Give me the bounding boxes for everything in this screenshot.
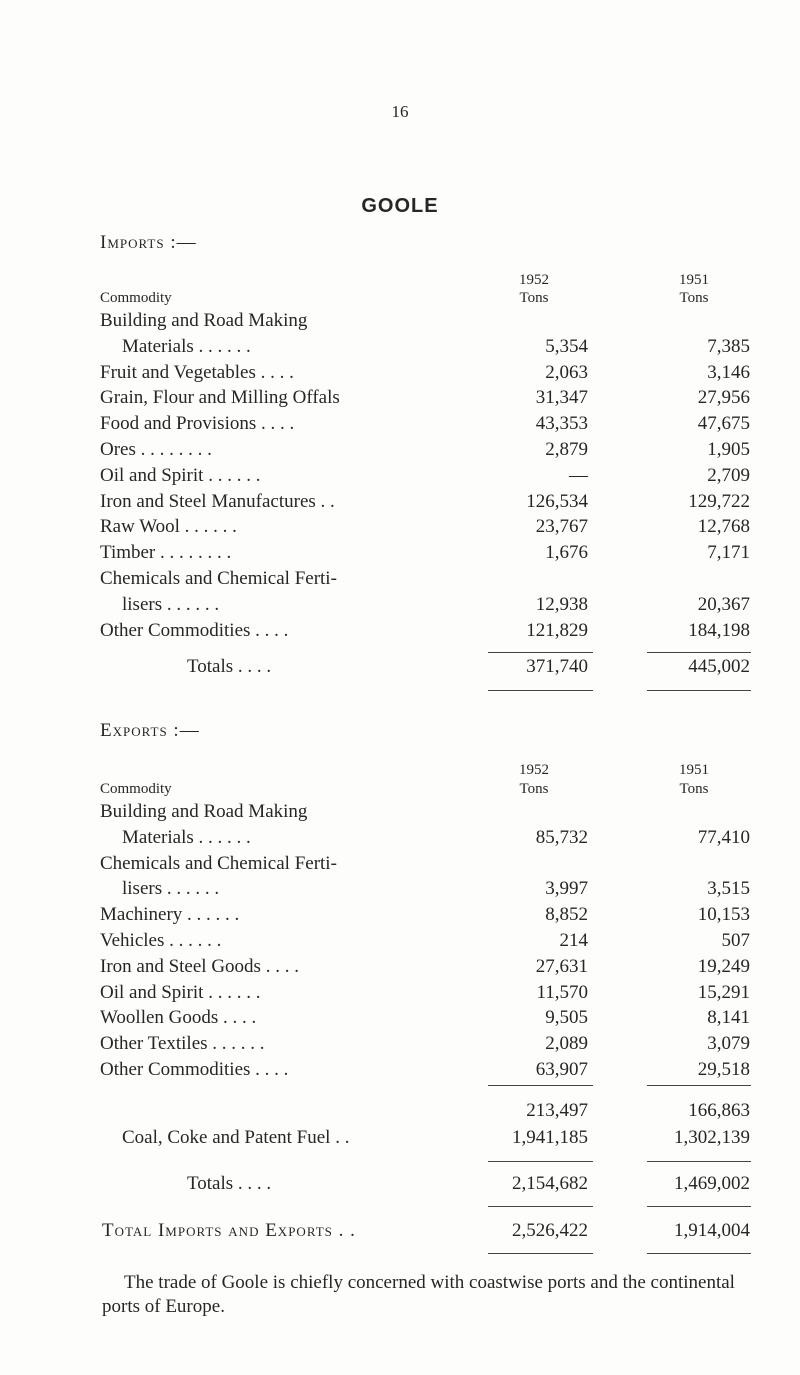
row-value-1951: 77,410 <box>697 826 750 848</box>
row-label: Iron and Steel Manufactures . . <box>100 490 335 512</box>
row-value-1952: 3,997 <box>545 878 588 900</box>
row-label: Food and Provisions . . . . <box>100 413 295 435</box>
grand-total-label: Total Imports and Exports . . <box>102 1220 356 1241</box>
grand-total-rule-1952 <box>488 1253 593 1254</box>
grand-total-row <box>0 1220 800 1246</box>
exports-col-1951-year: 1951 <box>679 762 709 778</box>
row-value-1952: — <box>569 464 588 486</box>
table-row <box>0 516 800 542</box>
table-row <box>0 904 800 930</box>
table-row <box>0 387 800 413</box>
exports-col-1951-unit: Tons <box>679 781 709 797</box>
row-label: lisers . . . . . . <box>122 593 220 615</box>
imports-rule-1951 <box>647 652 751 653</box>
row-value-1952: 2,879 <box>545 439 588 460</box>
table-row <box>0 878 800 904</box>
imports-col-commodity: Commodity <box>100 290 172 306</box>
row-value-1952: 1,676 <box>545 542 588 564</box>
row-value-1952: 12,938 <box>535 593 588 615</box>
row-value-1952: 8,852 <box>545 904 588 926</box>
exports-coal-row <box>0 1127 800 1153</box>
row-value-1952: 43,353 <box>535 413 588 435</box>
footnote-text: The trade of Goole is chiefly concerned with coastwise ports and the continental ports of Europe. <box>102 1272 735 1317</box>
imports-totals-1951: 445,002 <box>688 656 750 677</box>
grand-total-1952: 2,526,422 <box>512 1220 588 1241</box>
row-value-1952: 5,354 <box>545 335 588 357</box>
exports-col-commodity: Commodity <box>100 781 172 797</box>
row-value-1951: 7,171 <box>707 542 750 564</box>
imports-totals-1952: 371,740 <box>526 656 588 677</box>
row-value-1952: 2,089 <box>545 1033 588 1055</box>
row-value-1951: 29,518 <box>697 1059 750 1080</box>
table-row <box>0 568 800 594</box>
exports-coal-1951: 1,302,139 <box>674 1127 750 1148</box>
row-value-1951: 3,515 <box>707 878 750 900</box>
row-label: Oil and Spirit . . . . . . <box>100 981 261 1003</box>
row-label: Building and Road Making <box>100 310 308 331</box>
page-title: GOOLE <box>361 195 439 217</box>
row-value-1951: 47,675 <box>697 413 750 435</box>
row-label: Chemicals and Chemical Ferti- <box>100 852 337 874</box>
exports-subtotal-1951: 166,863 <box>688 1100 750 1121</box>
imports-rule-1952 <box>488 652 593 653</box>
row-label: Vehicles . . . . . . <box>100 930 222 951</box>
imports-rule-bottom-1951 <box>647 690 751 691</box>
table-row <box>0 310 800 336</box>
row-value-1952: 9,505 <box>545 1007 588 1029</box>
row-value-1952: 23,767 <box>535 516 588 538</box>
table-row <box>0 956 800 982</box>
exports-totals-1951: 1,469,002 <box>674 1173 750 1194</box>
row-label: Ores . . . . . . . . <box>100 439 212 460</box>
exports-subtotal-row <box>0 1100 800 1126</box>
row-label: Woollen Goods . . . . <box>100 1007 257 1029</box>
imports-heading: Imports :— <box>100 232 197 253</box>
exports-totals-1952: 2,154,682 <box>512 1173 588 1194</box>
row-value-1952: 31,347 <box>535 387 588 409</box>
row-value-1951: 507 <box>721 930 750 951</box>
row-value-1951: 27,956 <box>697 387 750 409</box>
row-label: Grain, Flour and Milling Offals <box>100 387 340 409</box>
row-label: lisers . . . . . . <box>122 878 220 900</box>
table-row <box>0 465 800 491</box>
exports-rule-totals-1952 <box>488 1161 593 1162</box>
row-label: Raw Wool . . . . . . <box>100 516 237 538</box>
table-row <box>0 491 800 517</box>
row-value-1952: 121,829 <box>526 619 588 641</box>
exports-subtotal-1952: 213,497 <box>526 1100 588 1121</box>
row-label: Timber . . . . . . . . <box>100 542 232 564</box>
row-value-1951: 19,249 <box>697 955 750 977</box>
table-row <box>0 930 800 956</box>
row-value-1952: 85,732 <box>535 826 588 848</box>
row-value-1951: 3,079 <box>707 1033 750 1055</box>
row-value-1951: 1,905 <box>707 439 750 460</box>
exports-rule-bottom-1952 <box>488 1206 593 1207</box>
exports-totals-row <box>0 1173 800 1199</box>
row-label: Materials . . . . . . <box>122 335 251 357</box>
row-label: Materials . . . . . . <box>122 826 251 848</box>
exports-heading: Exports :— <box>100 720 200 741</box>
row-label: Building and Road Making <box>100 801 308 822</box>
table-row <box>0 439 800 465</box>
exports-rule-1951 <box>647 1085 751 1086</box>
row-value-1951: 2,709 <box>707 464 750 486</box>
table-row <box>0 413 800 439</box>
imports-col-1951-unit: Tons <box>679 290 709 306</box>
row-label: Other Commodities . . . . <box>100 619 289 641</box>
imports-col-1952-unit: Tons <box>519 290 549 306</box>
row-label: Other Commodities . . . . <box>100 1059 289 1080</box>
imports-col-1952-year: 1952 <box>519 272 549 288</box>
row-label: Machinery . . . . . . <box>100 904 240 926</box>
row-value-1951: 7,385 <box>707 335 750 357</box>
table-row <box>0 1007 800 1033</box>
row-value-1951: 3,146 <box>707 361 750 383</box>
table-row <box>0 594 800 620</box>
row-value-1952: 214 <box>559 930 588 951</box>
row-value-1952: 126,534 <box>526 490 588 512</box>
row-value-1951: 129,722 <box>688 490 750 512</box>
table-row <box>0 1033 800 1059</box>
exports-coal-label: Coal, Coke and Patent Fuel . . <box>122 1127 350 1148</box>
imports-totals-label: Totals . . . . <box>187 656 272 677</box>
row-label: Iron and Steel Goods . . . . <box>100 955 299 977</box>
exports-rule-totals-1951 <box>647 1161 751 1162</box>
grand-total-1951: 1,914,004 <box>674 1220 750 1241</box>
table-row <box>0 853 800 879</box>
table-row <box>0 827 800 853</box>
row-value-1951: 10,153 <box>697 904 750 926</box>
row-value-1952: 2,063 <box>545 361 588 383</box>
footnote <box>102 1271 752 1319</box>
page-number: 16 <box>391 102 409 121</box>
imports-totals-row <box>0 656 800 682</box>
table-row <box>0 982 800 1008</box>
exports-rule-bottom-1951 <box>647 1206 751 1207</box>
table-row <box>0 1059 800 1085</box>
exports-rule-1952 <box>488 1085 593 1086</box>
row-value-1951: 8,141 <box>707 1007 750 1029</box>
row-value-1951: 12,768 <box>697 516 750 538</box>
exports-col-1952-unit: Tons <box>519 781 549 797</box>
table-row <box>0 801 800 827</box>
table-row <box>0 542 800 568</box>
row-value-1951: 184,198 <box>688 619 750 641</box>
imports-col-1951-year: 1951 <box>679 272 709 288</box>
row-value-1951: 15,291 <box>697 981 750 1003</box>
table-row <box>0 620 800 646</box>
row-label: Fruit and Vegetables . . . . <box>100 361 294 383</box>
row-label: Oil and Spirit . . . . . . <box>100 464 261 486</box>
grand-total-rule-1951 <box>647 1253 751 1254</box>
row-label: Other Textiles . . . . . . <box>100 1033 265 1055</box>
exports-coal-1952: 1,941,185 <box>512 1127 588 1148</box>
exports-totals-label: Totals . . . . <box>187 1173 272 1194</box>
row-value-1951: 20,367 <box>697 593 750 615</box>
imports-rule-bottom-1952 <box>488 690 593 691</box>
table-row <box>0 336 800 362</box>
row-value-1952: 63,907 <box>535 1059 588 1080</box>
table-row <box>0 362 800 388</box>
exports-col-1952-year: 1952 <box>519 762 549 778</box>
row-value-1952: 11,570 <box>536 981 588 1003</box>
row-label: Chemicals and Chemical Ferti- <box>100 568 337 589</box>
row-value-1952: 27,631 <box>535 955 588 977</box>
